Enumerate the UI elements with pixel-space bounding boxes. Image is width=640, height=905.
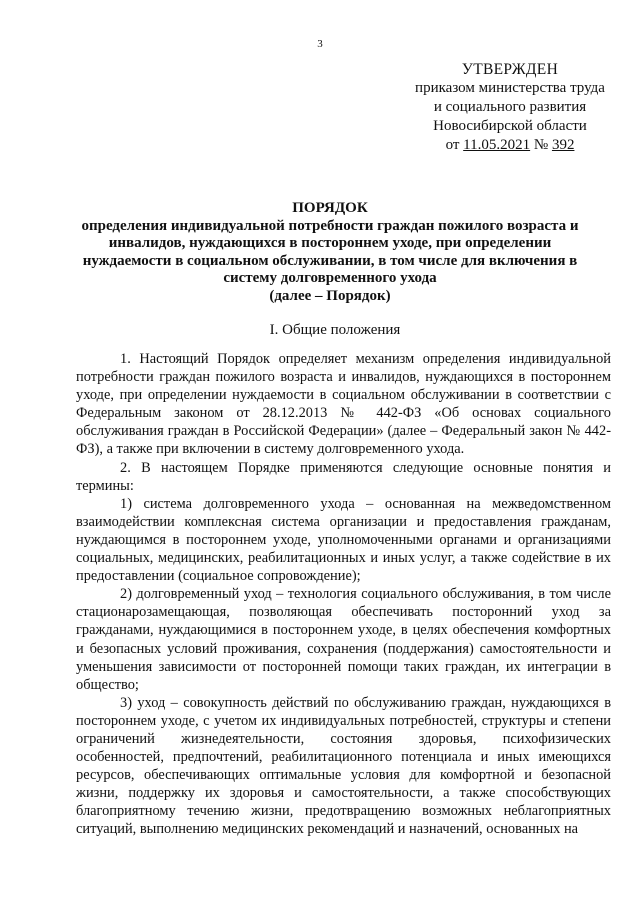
approval-number-sign: № bbox=[533, 137, 549, 153]
title-line: определения индивидуальной потребности граждан пожилого возраста и bbox=[81, 217, 579, 234]
approval-date-prefix: от bbox=[445, 137, 460, 153]
title-heading: ПОРЯДОК bbox=[292, 200, 368, 216]
approval-date-line bbox=[400, 136, 620, 155]
title-line: (далее – Порядок) bbox=[269, 287, 391, 304]
title-line: нуждаемости в социальном обслуживании, в том числе для включения в bbox=[82, 252, 578, 269]
approval-stamp bbox=[400, 60, 620, 155]
approval-line: Новосибирской области bbox=[433, 118, 587, 134]
document-title bbox=[50, 200, 610, 306]
approval-heading: УТВЕРЖДЕН bbox=[461, 61, 559, 78]
paragraph: 1) система долговременного ухода – основанная на межведомственном взаимодействии комплексная система организации и предоставления гражданам, нуждающимся в постороннем уходе, уполномоченными органами и организациями социальных, медицинских, реабилитационных и иных услуг, а также содействие в их предоставлении (социальное сопровождение); bbox=[76, 495, 611, 585]
paragraph: 3) уход – совокупность действий по обслуживанию граждан, нуждающихся в постороннем уходе, с учетом их индивидуальных потребностей, структуры и степени ограничений жизнедеятельности, состояния здоровья, психофизических особенностей, предпочтений, реабилитационного потенциала и иных имеющихся ресурсов, обеспечивающих оптимальные условия для комфортной и безопасной жизни, поддержку их здоровья и самостоятельности, а также способствующих благоприятному течению жизни, предотвращению возможных неблагоприятных ситуаций, выполнению медицинских рекомендаций и назначений, основанных на bbox=[76, 694, 611, 838]
paragraph: 1. Настоящий Порядок определяет механизм определения индивидуальной потребности граждан пожилого возраста и инвалидов, нуждающихся в постороннем уходе, при определении нуждаемости в социальном обслуживании в соответствии с Федеральным законом от 28.12.2013 № 442-ФЗ «Об основах социального обслуживания граждан в Российской Федерации» (далее – Федеральный закон № 442-ФЗ), а также при включении в систему долговременного ухода. bbox=[76, 351, 611, 458]
paragraph: 2) долговременный уход – технология социального обслуживания, в том числе стационарозамещающая, позволяющая обеспечивать посторонний уход за гражданами, нуждающимися в постороннем уходе, в целях обеспечения комфортных и безопасных условий проживания, сохранения (поддержания) самостоятельности и уменьшения зависимости от посторонней помощи таких граждан, их интеграции в общество; bbox=[76, 586, 611, 693]
approval-date: 11.05.2021 bbox=[463, 137, 531, 153]
section-heading: I. Общие положения bbox=[269, 322, 401, 338]
title-line: систему долговременного ухода bbox=[223, 270, 437, 287]
paragraph: 2. В настоящем Порядке применяются следующие основные понятия и термины: bbox=[76, 459, 611, 494]
approval-line: и социального развития bbox=[433, 99, 587, 115]
approval-line: приказом министерства труда bbox=[415, 80, 605, 96]
page-number: 3 bbox=[317, 38, 323, 50]
document-body bbox=[76, 350, 611, 839]
title-line: инвалидов, нуждающихся в постороннем уходе, при определении bbox=[108, 235, 552, 252]
approval-number: 392 bbox=[551, 137, 575, 153]
